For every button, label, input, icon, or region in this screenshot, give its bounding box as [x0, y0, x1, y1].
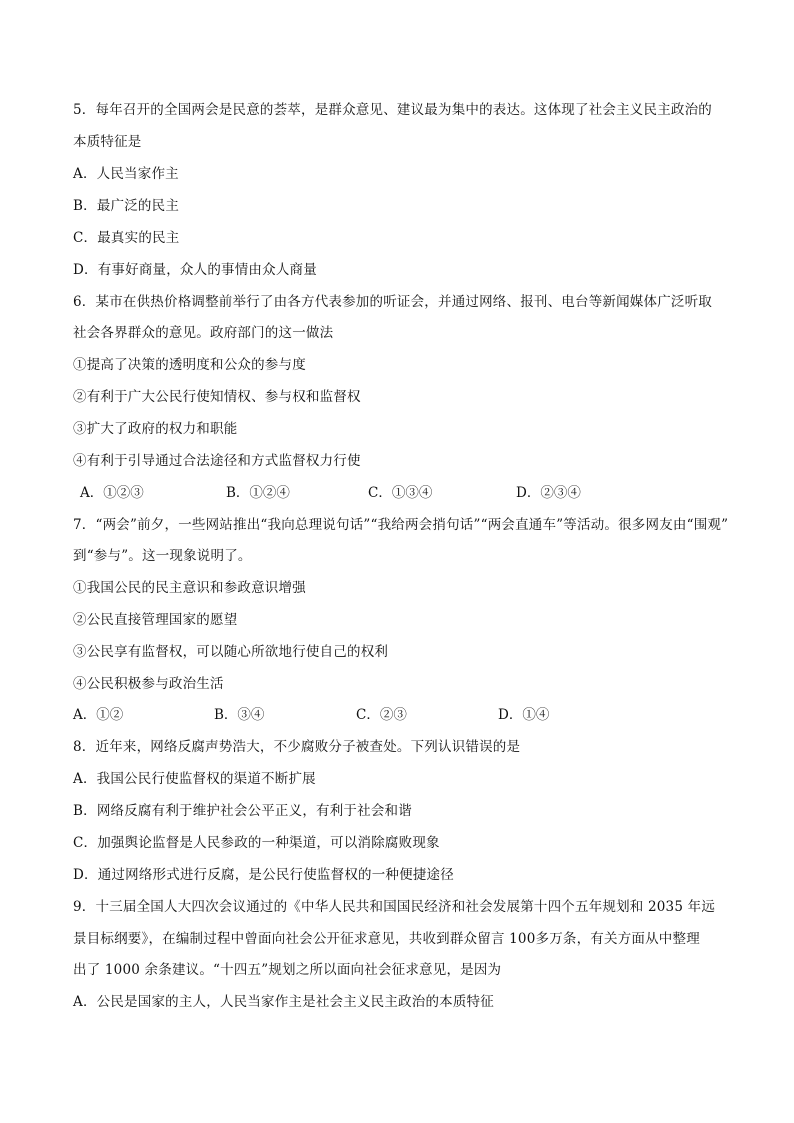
q7-stem-line-2: 到“参与”。这一现象说明了。: [73, 548, 252, 564]
q5-option-a: A．人民当家作主: [73, 166, 179, 182]
q6-option-b: B．①②④: [226, 485, 290, 501]
q9-stem-line-2: 景目标纲要》，在编制过程中曾面向社会公开征求意见，共收到群众留言 100多万条，有关方面从中整理: [73, 931, 700, 947]
q6-item-3: ③扩大了政府的权力和职能: [73, 421, 238, 437]
q5-stem-line-1: 5．每年召开的全国两会是民意的荟萃，是群众意见、建议最为集中的表达。这体现了社会主义民主政治的: [73, 102, 712, 118]
q6-option-c: C．①③④: [368, 485, 433, 501]
q9-option-a: A．公民是国家的主人，人民当家作主是社会主义民主政治的本质特征: [73, 994, 494, 1010]
q8-option-d: D．通过网络形式进行反腐，是公民行使监督权的一种便捷途径: [73, 867, 454, 883]
q8-option-c: C．加强舆论监督是人民参政的一种渠道，可以消除腐败现象: [73, 835, 440, 851]
q6-item-1: ①提高了决策的透明度和公众的参与度: [73, 357, 306, 373]
q6-option-a: A．①②③: [80, 485, 144, 501]
q8-option-a: A．我国公民行使监督权的渠道不断扩展: [73, 771, 316, 787]
q7-option-d: D．①④: [498, 707, 550, 723]
q8-stem: 8．近年来，网络反腐声势浩大，不少腐败分子被查处。下列认识错误的是: [73, 739, 521, 755]
q6-item-2: ②有利于广大公民行使知情权、参与权和监督权: [73, 389, 361, 405]
q7-item-2: ②公民直接管理国家的愿望: [73, 612, 238, 628]
q5-option-b: B．最广泛的民主: [73, 198, 180, 214]
q6-item-4: ④有利于引导通过合法途径和方式监督权力行使: [73, 453, 361, 469]
q8-option-b: B．网络反腐有利于维护社会公平正义，有利于社会和谐: [73, 803, 412, 819]
q9-stem-line-3: 出了 1000 余条建议。“十四五”规划之所以面向社会征求意见，是因为: [73, 962, 502, 978]
q9-stem-line-1: 9．十三届全国人大四次会议通过的《中华人民共和国国民经济和社会发展第十四个五年规划和 2035 年远: [73, 899, 716, 915]
q7-item-4: ④公民积极参与政治生活: [73, 676, 224, 692]
q7-option-c: C．②③: [356, 707, 407, 723]
q5-option-c: C．最真实的民主: [73, 230, 180, 246]
q6-stem-line-1: 6．某市在供热价格调整前举行了由各方代表参加的听证会，并通过网络、报刊、电台等新闻媒体广泛听取: [73, 294, 712, 310]
q5-option-d: D．有事好商量，众人的事情由众人商量: [73, 262, 317, 278]
q7-option-b: B．③④: [214, 707, 265, 723]
q6-stem-line-2: 社会各界群众的意见。政府部门的这一做法: [73, 325, 334, 341]
q6-option-d: D．②③④: [516, 485, 581, 501]
q7-item-1: ①我国公民的民主意识和参政意识增强: [73, 580, 306, 596]
q7-item-3: ③公民享有监督权，可以随心所欲地行使自己的权利: [73, 644, 389, 660]
q5-stem-line-2: 本质特征是: [73, 134, 142, 150]
q7-stem-line-1: 7．“两会”前夕，一些网站推出“我向总理说句话”“我给两会捎句话”“两会直通车”等活动。很多网友由“围观”: [73, 517, 729, 533]
q7-option-a: A．①②: [73, 707, 124, 723]
